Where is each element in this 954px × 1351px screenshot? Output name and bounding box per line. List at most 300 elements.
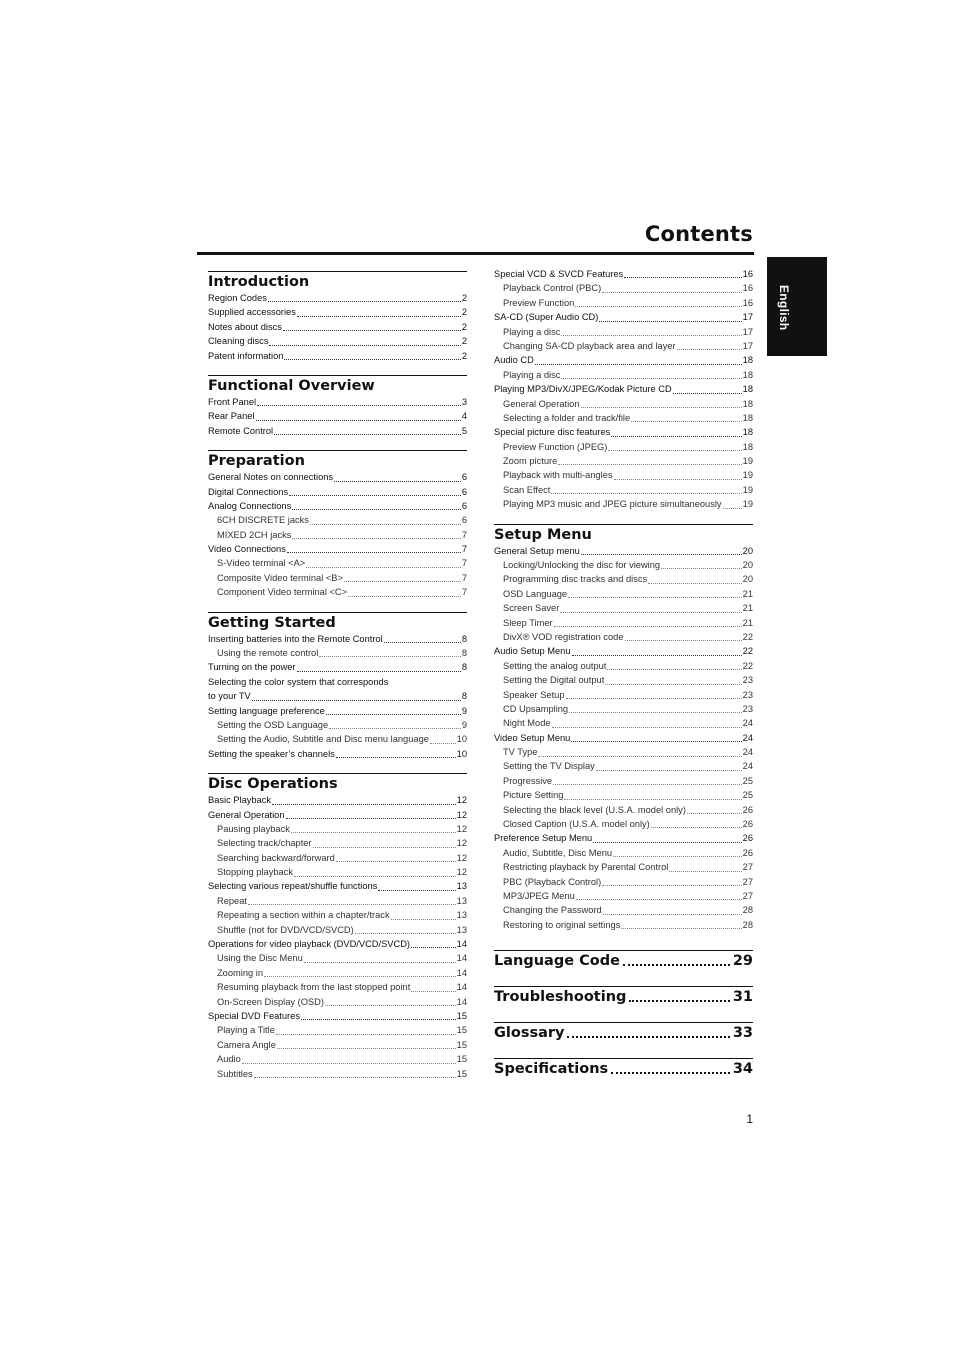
entry-label: Searching backward/forward xyxy=(217,852,335,863)
dot-leader xyxy=(575,306,741,307)
dot-leader xyxy=(572,655,742,656)
dot-leader xyxy=(625,640,742,641)
dot-leader xyxy=(297,671,461,672)
toc-subentry[interactable] xyxy=(208,1067,467,1081)
entry-page-number: 18 xyxy=(742,412,753,423)
toc-right-column xyxy=(494,267,753,932)
toc-subentry[interactable] xyxy=(494,454,753,468)
entry-label: Pausing playback xyxy=(217,823,290,834)
entry-page-number: 22 xyxy=(742,646,753,657)
entry-label: General Setup menu xyxy=(494,545,580,556)
dot-leader xyxy=(723,508,742,509)
entry-label: Changing SA-CD playback area and layer xyxy=(503,340,676,351)
toc-subentry[interactable] xyxy=(494,497,753,511)
toc-major-entry[interactable] xyxy=(494,1058,753,1078)
dot-leader xyxy=(614,479,742,480)
dot-leader xyxy=(269,345,460,346)
entry-label: Playing MP3/DivX/JPEG/Kodak Picture CD xyxy=(494,384,672,395)
entry-page-number: 27 xyxy=(742,862,753,873)
toc-subentry[interactable] xyxy=(208,718,467,732)
section-spacer xyxy=(208,363,467,375)
entry-page-number: 21 xyxy=(742,603,753,614)
toc-entry[interactable] xyxy=(494,425,753,439)
entry-label: Setting the Audio, Subtitle and Disc menu language xyxy=(217,734,429,745)
entry-page-number: 15 xyxy=(456,1025,467,1036)
dot-leader xyxy=(344,581,461,582)
entry-page-number: 7 xyxy=(461,572,467,583)
dot-leader xyxy=(613,856,742,857)
entry-page-number: 23 xyxy=(742,689,753,700)
section-spacer xyxy=(208,600,467,612)
entry-page-number: 28 xyxy=(742,919,753,930)
toc-left-column xyxy=(208,271,467,1081)
toc-subentry[interactable] xyxy=(494,440,753,454)
entry-page-number: 2 xyxy=(461,307,467,318)
entry-label: General Operation xyxy=(503,398,580,409)
toc-subentry[interactable] xyxy=(494,903,753,917)
entry-page-number: 18 xyxy=(742,369,753,380)
toc-subentry[interactable] xyxy=(494,702,753,716)
page-title: Contents xyxy=(644,222,753,246)
entry-page-number: 18 xyxy=(742,427,753,438)
toc-entry[interactable] xyxy=(494,353,753,367)
toc-major-entry[interactable] xyxy=(494,1022,753,1042)
toc-subentry[interactable] xyxy=(494,325,753,339)
toc-subentry[interactable] xyxy=(494,817,753,831)
toc-entry[interactable] xyxy=(208,409,467,423)
dot-leader xyxy=(581,407,742,408)
dot-leader xyxy=(292,538,460,539)
dot-leader xyxy=(605,684,741,685)
entry-label: Preview Function (JPEG) xyxy=(503,441,608,452)
dot-leader xyxy=(294,876,456,877)
toc-entry[interactable] xyxy=(208,793,467,807)
dot-leader xyxy=(564,799,741,800)
dot-leader xyxy=(384,642,461,643)
toc-entry[interactable] xyxy=(208,808,467,822)
entry-label: Playback with multi-angles xyxy=(503,470,613,481)
entry-page-number: 13 xyxy=(456,910,467,921)
toc-entry[interactable] xyxy=(208,880,467,894)
entry-page-number: 13 xyxy=(456,881,467,892)
toc-entry[interactable] xyxy=(208,291,467,305)
toc-entry[interactable] xyxy=(494,310,753,324)
entry-label: Zoom picture xyxy=(503,456,558,467)
dot-leader xyxy=(257,405,461,406)
entry-label: MP3/JPEG Menu xyxy=(503,891,575,901)
entry-label: Special VCD & SVCD Features xyxy=(494,268,624,279)
entry-label: Speaker Setup xyxy=(503,689,565,700)
toc-subentry[interactable] xyxy=(494,889,753,903)
toc-entry[interactable] xyxy=(494,382,753,396)
dot-leader xyxy=(552,727,742,728)
dot-leader xyxy=(596,770,742,771)
toc-entry[interactable] xyxy=(208,334,467,348)
toc-subentry[interactable] xyxy=(208,995,467,1009)
entry-page-number: 24 xyxy=(742,761,753,772)
dot-leader xyxy=(602,885,741,886)
entry-label: Selecting various repeat/shuffle functions xyxy=(208,881,378,892)
toc-subentry[interactable] xyxy=(494,803,753,817)
entry-page-number: 8 xyxy=(461,691,467,702)
entry-page-number: 10 xyxy=(456,734,467,745)
entry-page-number: 16 xyxy=(742,268,753,279)
toc-subentry[interactable] xyxy=(494,760,753,774)
entry-page-number: 9 xyxy=(461,719,467,730)
entry-label: Screen Saver xyxy=(503,603,560,614)
dot-leader xyxy=(334,481,461,482)
entry-label: Playing a Title xyxy=(217,1025,275,1036)
toc-entry[interactable] xyxy=(208,1009,467,1023)
entry-label: CD Upsampling xyxy=(503,703,569,714)
section-spacer xyxy=(208,438,467,450)
dot-leader xyxy=(558,464,741,465)
toc-entry[interactable] xyxy=(208,747,467,761)
dot-leader xyxy=(603,914,742,915)
entry-label: PBC (Playback Control) xyxy=(503,876,602,887)
toc-major-entries xyxy=(494,950,753,1094)
entry-label: S-Video terminal <A> xyxy=(217,558,306,569)
dot-leader xyxy=(602,292,741,293)
dot-leader xyxy=(411,947,456,948)
entry-page-number: 14 xyxy=(456,967,467,978)
toc-entry[interactable] xyxy=(494,731,753,745)
language-tab xyxy=(767,257,827,356)
entry-page-number: 22 xyxy=(742,631,753,642)
entry-page-number: 17 xyxy=(742,326,753,337)
dot-leader xyxy=(286,818,456,819)
toc-subentry[interactable] xyxy=(494,673,753,687)
entry-page-number: 18 xyxy=(742,384,753,395)
entry-page-number: 6 xyxy=(461,472,467,483)
toc-major-entry[interactable] xyxy=(494,986,753,1006)
entry-label: Preference Setup Menu xyxy=(494,833,593,844)
entry-page-number: 19 xyxy=(742,484,753,495)
entry-label: OSD Language xyxy=(503,588,568,599)
entry-label: Special picture disc features xyxy=(494,427,611,438)
toc-subentry[interactable] xyxy=(208,528,467,542)
entry-label: Changing the Password xyxy=(503,905,602,916)
dot-leader xyxy=(248,904,456,905)
entry-page-number: 20 xyxy=(742,545,753,556)
entry-page-number: 12 xyxy=(456,823,467,834)
toc-subentry[interactable] xyxy=(494,688,753,702)
entry-label: Remote Control xyxy=(208,425,274,436)
toc-subentry[interactable] xyxy=(494,339,753,353)
toc-subentry[interactable] xyxy=(208,513,467,527)
dot-leader xyxy=(319,656,461,657)
toc-subentry[interactable] xyxy=(208,1038,467,1052)
dot-leader xyxy=(252,700,461,701)
entry-page-number: 8 xyxy=(461,633,467,644)
entry-page-number: 14 xyxy=(456,939,467,950)
toc-entry[interactable] xyxy=(208,660,467,674)
toc-subentry[interactable] xyxy=(208,923,467,937)
toc-subentry[interactable] xyxy=(494,296,753,310)
page-number: 1 xyxy=(746,1112,753,1126)
entry-page-number: 2 xyxy=(461,350,467,361)
entry-label: Cleaning discs xyxy=(208,336,269,347)
toc-subentry[interactable] xyxy=(208,822,467,836)
major-entry-label: Language Code xyxy=(494,953,620,969)
toc-subentry[interactable] xyxy=(494,716,753,730)
toc-entry[interactable] xyxy=(208,499,467,513)
entry-page-number: 25 xyxy=(742,775,753,786)
entry-page-number: 23 xyxy=(742,675,753,686)
entry-label: DivX® VOD registration code xyxy=(503,631,624,642)
entry-label: Inserting batteries into the Remote Control xyxy=(208,633,383,644)
toc-subentry[interactable] xyxy=(208,646,467,660)
dot-leader xyxy=(310,524,461,525)
toc-subentry[interactable] xyxy=(494,572,753,586)
entry-page-number: 19 xyxy=(742,499,753,510)
section-title: Functional Overview xyxy=(208,375,467,395)
entry-label: Restoring to original settings xyxy=(503,919,621,930)
section-spacer xyxy=(208,761,467,773)
entry-page-number: 2 xyxy=(461,321,467,332)
entry-label: Selecting the color system that corresponds xyxy=(208,676,389,687)
dot-leader xyxy=(430,743,456,744)
toc-subentry[interactable] xyxy=(494,601,753,615)
dot-leader xyxy=(254,1077,456,1078)
entry-label: Analog Connections xyxy=(208,500,292,511)
entry-page-number: 20 xyxy=(742,574,753,585)
toc-subentry[interactable] xyxy=(208,908,467,922)
dot-leader xyxy=(378,890,455,891)
title-rule xyxy=(197,252,754,255)
dot-leader xyxy=(276,1034,456,1035)
entry-page-number: 13 xyxy=(456,895,467,906)
entry-label: Special DVD Features xyxy=(208,1011,300,1021)
dot-leader xyxy=(623,964,730,966)
entry-page-number: 26 xyxy=(742,804,753,815)
entry-page-number: 27 xyxy=(742,876,753,887)
entry-page-number: 12 xyxy=(456,838,467,849)
dot-leader xyxy=(304,962,456,963)
entry-page-number: 15 xyxy=(456,1068,467,1079)
entry-page-number: 4 xyxy=(461,411,467,422)
entry-label: On-Screen Display (OSD) xyxy=(217,996,324,1007)
toc-section xyxy=(208,375,467,438)
toc-subentry[interactable] xyxy=(494,745,753,759)
toc-entry[interactable] xyxy=(208,349,467,363)
dot-leader xyxy=(313,847,456,848)
dot-leader xyxy=(624,277,741,278)
toc-section xyxy=(208,773,467,1081)
toc-entry[interactable] xyxy=(494,267,753,281)
entry-label: Composite Video terminal <B> xyxy=(217,572,343,583)
toc-subentry[interactable] xyxy=(494,397,753,411)
toc-subentry[interactable] xyxy=(494,846,753,860)
toc-entry[interactable] xyxy=(208,395,467,409)
toc-subentry[interactable] xyxy=(494,558,753,572)
section-spacer xyxy=(494,512,753,524)
dot-leader xyxy=(629,1000,729,1002)
entry-page-number: 26 xyxy=(742,833,753,844)
entry-label: Repeating a section within a chapter/track xyxy=(217,910,390,921)
entry-label: Audio CD xyxy=(494,355,534,366)
dot-leader xyxy=(571,741,741,742)
toc-subentry[interactable] xyxy=(208,1052,467,1066)
toc-subentry[interactable] xyxy=(494,774,753,788)
dot-leader xyxy=(669,871,741,872)
entry-label: Audio Setup Menu xyxy=(494,646,571,657)
entry-label: Setting the TV Display xyxy=(503,761,595,772)
toc-entry[interactable] xyxy=(208,675,467,689)
entry-page-number: 18 xyxy=(742,398,753,409)
toc-entry[interactable] xyxy=(208,320,467,334)
toc-entry[interactable] xyxy=(208,470,467,484)
toc-subentry[interactable] xyxy=(494,483,753,497)
toc-subentry[interactable] xyxy=(208,865,467,879)
dot-leader xyxy=(661,568,742,569)
entry-label: Setting the Digital output xyxy=(503,675,605,686)
toc-subentry[interactable] xyxy=(494,918,753,932)
toc-entry[interactable] xyxy=(208,689,467,703)
entry-label: Supplied accessories xyxy=(208,307,296,318)
entry-page-number: 10 xyxy=(456,748,467,759)
toc-subentry[interactable] xyxy=(494,630,753,644)
entry-page-number: 25 xyxy=(742,790,753,801)
entry-label: Sleep Timer xyxy=(503,617,553,628)
entry-label: Playing MP3 music and JPEG picture simultaneously xyxy=(503,499,722,510)
entry-label: Playback Control (PBC) xyxy=(503,283,602,294)
dot-leader xyxy=(569,712,742,713)
major-entry-label: Specifications xyxy=(494,1061,609,1077)
toc-subentry[interactable] xyxy=(208,585,467,599)
entry-label: Patent information xyxy=(208,350,284,361)
entry-page-number: 8 xyxy=(461,662,467,673)
toc-subentry[interactable] xyxy=(494,788,753,802)
entry-label: Setting the speaker’s channels xyxy=(208,748,335,759)
toc-subentry[interactable] xyxy=(494,875,753,889)
toc-subentry[interactable] xyxy=(208,732,467,746)
major-entry-page-number: 34 xyxy=(732,1061,753,1077)
toc-subentry[interactable] xyxy=(208,1023,467,1037)
entry-label: Audio, Subtitle, Disc Menu xyxy=(503,847,613,858)
entry-page-number: 3 xyxy=(461,396,467,407)
entry-label: Video Setup Menu xyxy=(494,732,571,743)
entry-page-number: 26 xyxy=(742,819,753,830)
entry-page-number: 12 xyxy=(456,867,467,878)
entry-label: Selecting the black level (U.S.A. model only) xyxy=(503,804,686,815)
entry-label: Using the Disc Menu xyxy=(217,953,303,964)
toc-entry[interactable] xyxy=(208,485,467,499)
toc-major-entry[interactable] xyxy=(494,950,753,970)
entry-label: Digital Connections xyxy=(208,486,289,497)
toc-subentry[interactable] xyxy=(208,894,467,908)
entry-label: Zooming in xyxy=(217,967,263,978)
entry-page-number: 16 xyxy=(742,283,753,294)
entry-page-number: 24 xyxy=(742,718,753,729)
dot-leader xyxy=(631,421,742,422)
entry-label: Programming disc tracks and discs xyxy=(503,574,648,585)
entry-page-number: 24 xyxy=(742,732,753,743)
dot-leader xyxy=(611,436,741,437)
dot-leader xyxy=(611,1072,730,1074)
entry-page-number: 9 xyxy=(461,705,467,716)
toc-subentry[interactable] xyxy=(494,468,753,482)
dot-leader xyxy=(576,899,742,900)
toc-subentry[interactable] xyxy=(208,571,467,585)
toc-subentry[interactable] xyxy=(208,966,467,980)
section-title: Getting Started xyxy=(208,612,467,632)
dot-leader xyxy=(264,976,456,977)
entry-page-number: 8 xyxy=(461,648,467,659)
toc-subentry[interactable] xyxy=(208,851,467,865)
dot-leader xyxy=(292,509,461,510)
dot-leader xyxy=(551,493,741,494)
entry-page-number: 15 xyxy=(456,1039,467,1050)
dot-leader xyxy=(538,756,741,757)
toc-entry[interactable] xyxy=(208,542,467,556)
toc-subentry[interactable] xyxy=(494,659,753,673)
dot-leader xyxy=(256,420,461,421)
entry-label: Selecting track/chapter xyxy=(217,838,312,849)
toc-entry[interactable] xyxy=(208,424,467,438)
entry-page-number: 15 xyxy=(456,1054,467,1065)
entry-label: Shuffle (not for DVD/VCD/SVCD) xyxy=(217,924,354,935)
entry-label: Turning on the power xyxy=(208,662,296,673)
entry-label: Scan Effect xyxy=(503,484,551,495)
entry-page-number: 24 xyxy=(742,747,753,758)
toc-subentry[interactable] xyxy=(208,556,467,570)
entry-page-number: 14 xyxy=(456,996,467,1007)
entry-page-number: 23 xyxy=(742,703,753,714)
dot-leader xyxy=(325,1005,456,1006)
toc-entry[interactable] xyxy=(494,644,753,658)
entry-label: Repeat xyxy=(217,895,247,906)
entry-label: Playing a disc xyxy=(503,326,561,337)
toc-entry[interactable] xyxy=(208,704,467,718)
dot-leader xyxy=(561,335,741,336)
toc-entry[interactable] xyxy=(208,937,467,951)
dot-leader xyxy=(581,554,742,555)
entry-page-number: 12 xyxy=(456,809,467,820)
entry-page-number: 13 xyxy=(456,924,467,935)
toc-subentry[interactable] xyxy=(494,281,753,295)
dot-leader xyxy=(277,1048,456,1049)
dot-leader xyxy=(566,698,742,699)
toc-entry[interactable] xyxy=(208,632,467,646)
entry-label: Preview Function xyxy=(503,297,575,308)
toc-entry[interactable] xyxy=(494,544,753,558)
dot-leader xyxy=(242,1063,456,1064)
toc-subentry[interactable] xyxy=(208,836,467,850)
toc-subentry[interactable] xyxy=(494,587,753,601)
toc-subentry[interactable] xyxy=(208,980,467,994)
dot-leader xyxy=(355,933,456,934)
entry-page-number: 19 xyxy=(742,456,753,467)
toc-entry[interactable] xyxy=(208,305,467,319)
toc-subentry[interactable] xyxy=(494,860,753,874)
entry-page-number: 16 xyxy=(742,297,753,308)
major-entry-page-number: 33 xyxy=(732,1025,753,1041)
toc-subentry[interactable] xyxy=(208,951,467,965)
dot-leader xyxy=(561,378,741,379)
dot-leader xyxy=(554,626,742,627)
dot-leader xyxy=(535,364,742,365)
toc-entry[interactable] xyxy=(494,831,753,845)
toc-subentry[interactable] xyxy=(494,616,753,630)
entry-page-number: 19 xyxy=(742,470,753,481)
toc-subentry[interactable] xyxy=(494,368,753,382)
toc-subentry[interactable] xyxy=(494,411,753,425)
dot-leader xyxy=(301,1019,456,1020)
dot-leader xyxy=(284,359,460,360)
section-title: Disc Operations xyxy=(208,773,467,793)
entry-page-number: 12 xyxy=(456,795,467,806)
